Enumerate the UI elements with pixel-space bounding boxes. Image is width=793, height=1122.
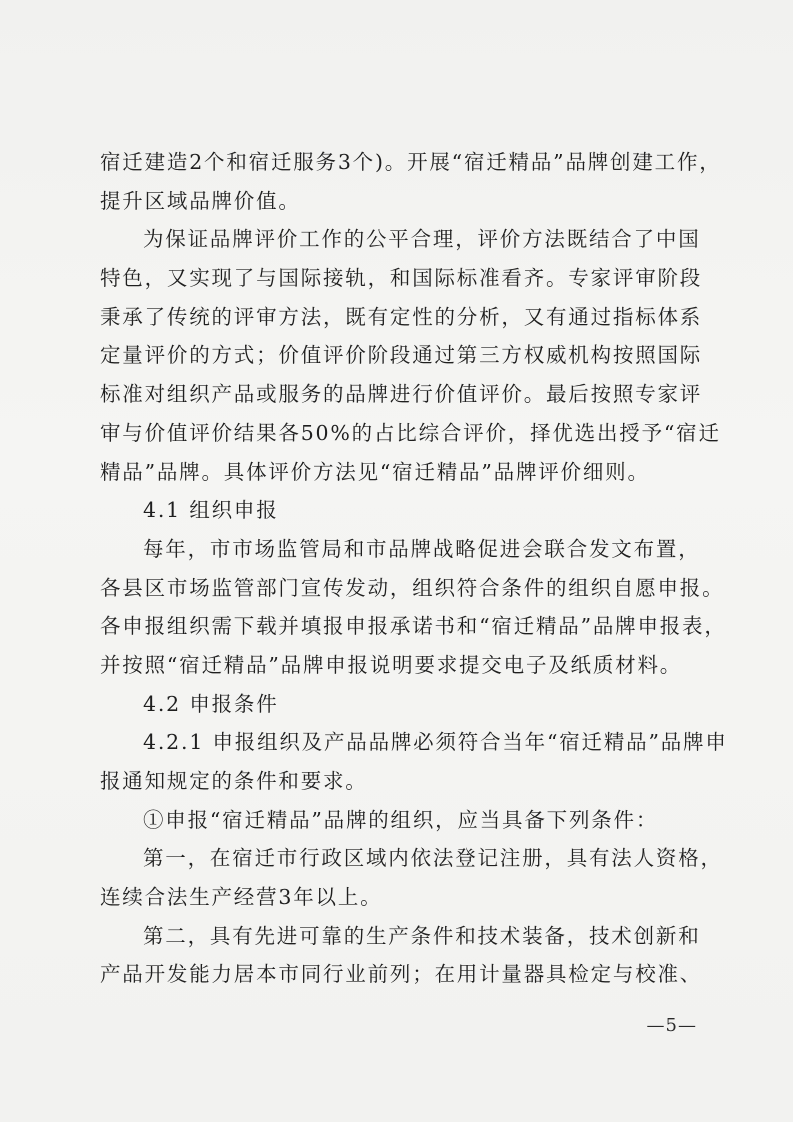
text-line: 提升区域品牌价值。 [100, 188, 301, 213]
text-line: 各县区市场监管部门宣传发动，组织符合条件的组织自愿申报。 [100, 575, 725, 600]
section-heading: 4.1 组织申报 [143, 498, 279, 523]
text-line: 精品”品牌。具体评价方法见“宿迁精品”品牌评价细则。 [100, 459, 650, 484]
text-line: 审与价值评价结果各50%的占比综合评价，择优选出授予“宿迁 [100, 420, 721, 445]
text-line: 报通知规定的条件和要求。 [100, 769, 368, 793]
text-line: 各申报组织需下载并填报申报承诺书和“宿迁精品”品牌申报表， [100, 614, 727, 639]
page-number: —5— [646, 1015, 697, 1036]
body-text [100, 143, 728, 994]
text-line: 定量评价的方式；价值评价阶段通过第三方权威机构按照国际 [100, 343, 703, 368]
text-line: 秉承了传统的评审方法，既有定性的分析，又有通过指标体系 [100, 304, 703, 329]
section-heading: 4.2 申报条件 [143, 691, 279, 716]
text-line: 特色，又实现了与国际接轨，和国际标准看齐。专家评审阶段 [100, 266, 703, 291]
text-line: 4.2.1 申报组织及产品品牌必须符合当年“宿迁精品”品牌申 [143, 730, 728, 755]
text-line: ①申报“宿迁精品”品牌的组织，应当具备下列条件： [143, 807, 659, 832]
text-line: 宿迁建造2个和宿迁服务3个)。开展“宿迁精品”品牌创建工作， [100, 150, 722, 174]
text-line: 连续合法生产经营3年以上。 [100, 885, 383, 910]
text-line: 并按照“宿迁精品”品牌申报说明要求提交电子及纸质材料。 [100, 652, 683, 677]
text-line: 第二，具有先进可靠的生产条件和技术装备，技术创新和 [143, 923, 701, 948]
text-line: 产品开发能力居本市同行业前列；在用计量器具检定与校准、 [100, 962, 703, 987]
text-line: 标准对组织产品或服务的品牌进行价值评价。最后按照专家评 [100, 382, 703, 407]
text-line: 第一，在宿迁市行政区域内依法登记注册，具有法人资格， [143, 846, 723, 871]
text-line: 为保证品牌评价工作的公平合理，评价方法既结合了中国 [143, 227, 701, 252]
text-line: 每年，市市场监管局和市品牌战略促进会联合发文布置， [143, 536, 701, 561]
